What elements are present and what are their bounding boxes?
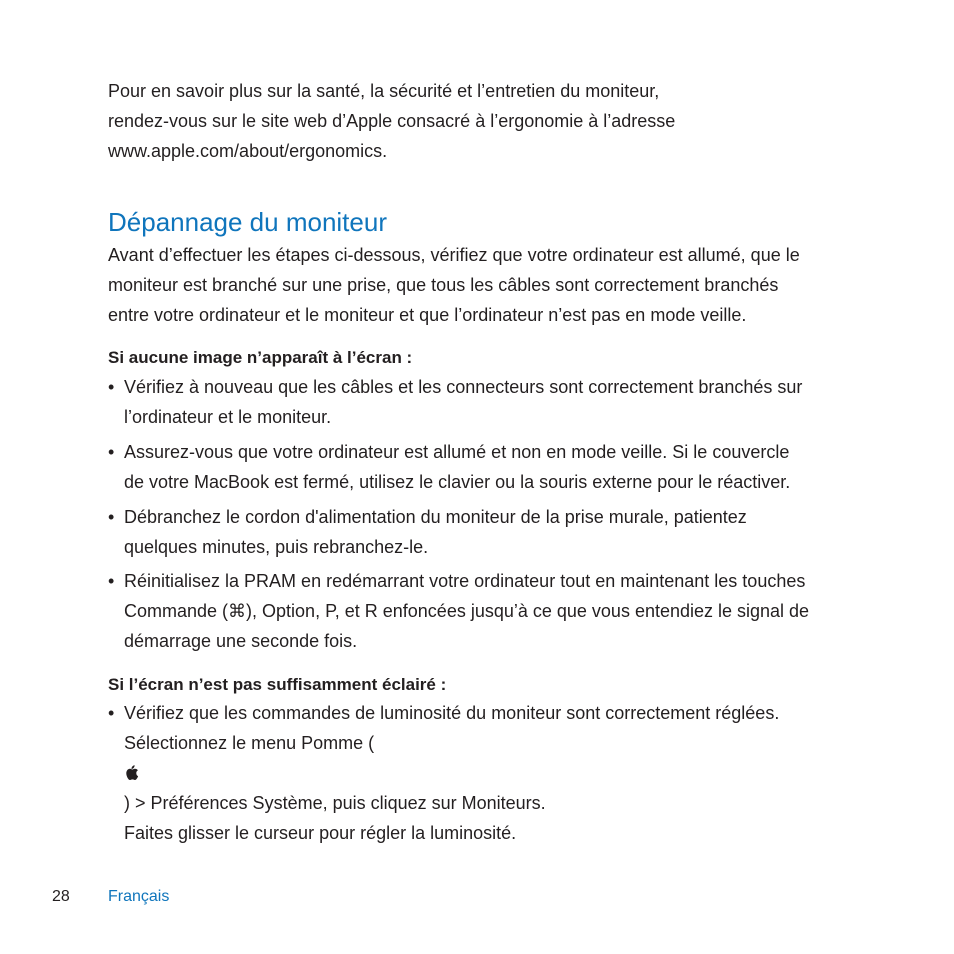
intro-line: Pour en savoir plus sur la santé, la sécurité et l’entretien du moniteur, <box>108 81 660 101</box>
list-item-line: Vérifiez que les commandes de luminosité du moniteur sont correctement réglées. <box>124 703 780 723</box>
lead-line: Avant d’effectuer les étapes ci-dessous, vérifiez que votre ordinateur est allumé, que le <box>108 245 800 265</box>
list-item-line-with-icon <box>124 728 779 818</box>
list-item-line: Faites glisser le curseur pour régler la luminosité. <box>124 823 517 843</box>
list-item-line: Réinitialisez la PRAM en redémarrant votre ordinateur tout en maintenant les touches <box>124 571 806 591</box>
list-item-line: Commande (⌘), Option, P, et R enfoncées jusqu’à ce que vous entendiez le signal de <box>124 601 810 621</box>
lead-line: entre votre ordinateur et le moniteur et que l’ordinateur n’est pas en mode veille. <box>108 305 747 325</box>
no-image-heading: Si aucune image n’apparaît à l’écran : <box>108 348 413 367</box>
text-fragment: ) > Préférences Système, puis cliquez sur Moniteurs. <box>124 793 546 813</box>
bullet-icon: • <box>108 507 115 527</box>
section-lead-paragraph <box>108 240 898 330</box>
text-fragment: Sélectionnez le menu Pomme ( <box>124 733 375 753</box>
section-title: Dépannage du moniteur <box>108 207 387 237</box>
list-item-line: l’ordinateur et le moniteur. <box>124 407 332 427</box>
bullet-icon: • <box>108 571 115 591</box>
bullet-icon: • <box>108 703 115 723</box>
intro-paragraph <box>108 76 888 166</box>
bullet-icon: • <box>108 377 115 397</box>
lead-line: moniteur est branché sur une prise, que tous les câbles sont correctement branchés <box>108 275 779 295</box>
page-number: 28 <box>52 888 70 905</box>
apple-logo-icon <box>124 764 139 781</box>
list-item-line: Vérifiez à nouveau que les câbles et les connecteurs sont correctement branchés sur <box>124 377 803 397</box>
intro-link-line: www.apple.com/about/ergonomics. <box>108 141 388 161</box>
list-item-line: démarrage une seconde fois. <box>124 631 358 651</box>
list-item-line: Débranchez le cordon d'alimentation du moniteur de la prise murale, patientez <box>124 507 747 527</box>
dim-screen-heading: Si l’écran n’est pas suffisamment éclairé : <box>108 675 447 694</box>
list-item-line: quelques minutes, puis rebranchez-le. <box>124 537 429 557</box>
intro-line: rendez-vous sur le site web d’Apple consacré à l’ergonomie à l’adresse <box>108 111 676 131</box>
bullet-icon: • <box>108 442 115 462</box>
list-item-line: Assurez-vous que votre ordinateur est allumé et non en mode veille. Si le couvercle <box>124 442 790 462</box>
list-item-line: de votre MacBook est fermé, utilisez le clavier ou la souris externe pour le réactiver. <box>124 472 791 492</box>
footer-language: Français <box>108 888 170 905</box>
